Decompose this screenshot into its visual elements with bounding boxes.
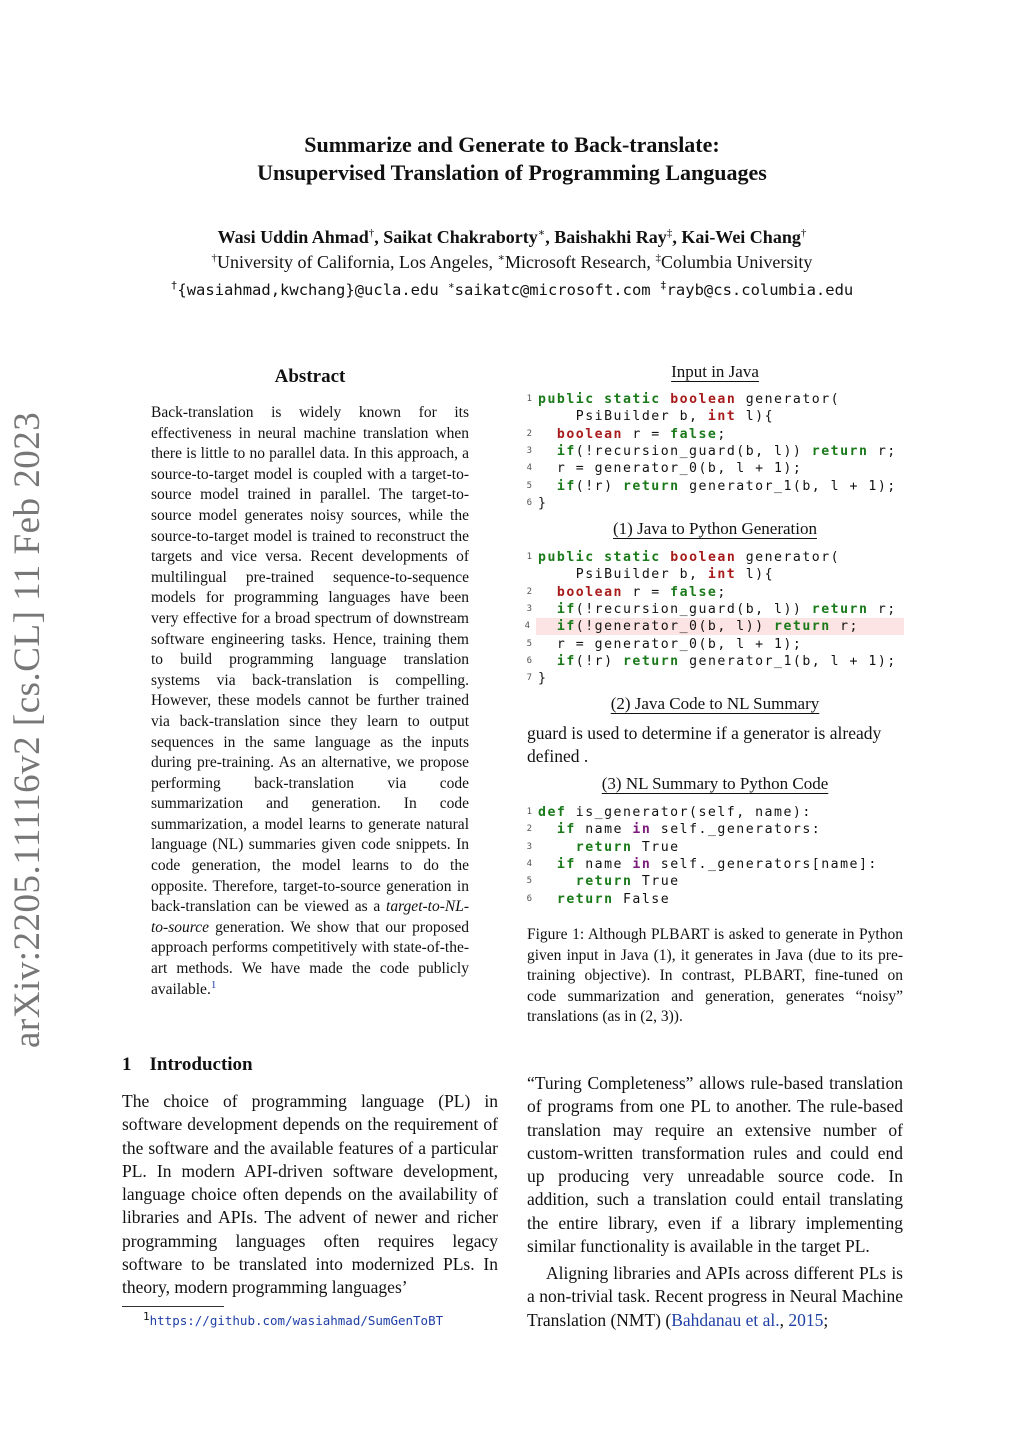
code-token: False [613, 891, 671, 907]
code-token: r = [622, 584, 671, 600]
affiliation-mark: ‡ [655, 252, 661, 264]
code-line [526, 839, 680, 856]
code-token: return [811, 443, 869, 459]
code-line [526, 460, 803, 477]
code-token [538, 585, 557, 600]
code-token [538, 479, 557, 494]
affiliation: Microsoft Research, [504, 252, 651, 272]
code-token: false [670, 584, 718, 600]
line-number: 2 [526, 824, 532, 835]
code-token [661, 392, 670, 407]
affiliation: Columbia University [660, 252, 813, 272]
code-token: if [556, 478, 576, 494]
code-token: (!generator_0(b, l)) [575, 619, 775, 635]
code-token: } [538, 495, 548, 511]
author-mark: ‡ [666, 227, 673, 239]
affiliation-mark: ∗ [497, 252, 505, 264]
code-token: return [774, 619, 831, 635]
code-token: name [575, 856, 633, 872]
line-number: 6 [526, 655, 532, 666]
line-number: 5 [526, 480, 532, 491]
code-token: if [556, 856, 576, 872]
code-line [526, 601, 897, 618]
paragraph-end: ; [823, 1309, 829, 1330]
author-mark: ∗ [537, 227, 546, 239]
footnote-ref[interactable]: 1 [210, 978, 217, 991]
affiliation: University of California, Los Angeles, [217, 252, 493, 272]
code-line [526, 873, 680, 890]
code-token: if [556, 653, 576, 669]
code-block-generated [524, 549, 904, 689]
code-token [538, 892, 557, 907]
code-token: name [575, 822, 633, 838]
code-token: r = generator_0(b, l + 1); [538, 636, 803, 652]
line-number: 1 [526, 552, 532, 562]
code-token: ; [717, 584, 727, 600]
citation-year-link[interactable]: 2015 [788, 1309, 824, 1330]
paragraph-text: Aligning libraries and APIs across different PLs is a non-trivial task. Recent progress in Neural Machine Translation (NMT) ( [527, 1263, 903, 1330]
code-line [538, 408, 774, 425]
code-token: is_generator(self, name): [566, 805, 812, 820]
code-token [538, 874, 576, 889]
code-token: boolean [670, 392, 737, 407]
author-list: Wasi Uddin Ahmad†, Saikat Chakraborty∗, Baishakhi Ray‡, Kai-Wei Chang† [217, 227, 807, 247]
code-line [524, 618, 904, 635]
line-number: 1 [526, 394, 532, 404]
code-token: return [575, 839, 633, 855]
code-token: return [811, 601, 869, 617]
code-token: return [556, 891, 614, 907]
code-token: ; [717, 426, 727, 442]
code-token: return [622, 478, 680, 494]
code-block-java-input [526, 391, 904, 511]
code-token: if [556, 443, 576, 459]
footnote-url-link[interactable]: https://github.com/wasiahmad/SumGenToBT [149, 1313, 444, 1328]
code-line [526, 670, 548, 687]
section-heading [122, 1054, 253, 1076]
line-number: 3 [526, 603, 532, 614]
code-token: if [556, 601, 576, 617]
email-mark: ‡ [659, 278, 667, 292]
code-token: PsiBuilder b, [538, 409, 708, 425]
paper-title-line-1: Summarize and Generate to Back-translate: [304, 132, 720, 157]
code-token: generator( [736, 550, 841, 565]
code-token [538, 619, 557, 634]
code-token: false [670, 426, 718, 442]
abstract-body: Back-translation is widely known for its effectiveness in neural machine translation when there is little to no parallel data. In this approach, a source-to-target model is coupled with a target-to-source model trained in parallel. The target-to-source model generates noisy sources, while the source-to-target model is trained to reconstruct the targets and vice versa. Recent developments of multilingual pre-trained sequence-to-sequence models for programming languages have been very effective for a broad spectrum of downstream software engineering tasks. Hence, training them to build programming language translation systems via back-translation is compelling. However, these models cannot be further trained via back-translation since they learn to output sequences in the same language as the inputs during pre-training. As an alternative, we propose performing back-translation via code summarization and generation. In code summarization, a model learns to generate natural language (NL) summaries given code snippets. In code generation, the model learns to do the opposite. Therefore, target-to-source generation in back-translation can be viewed as a [151, 404, 469, 916]
code-line [526, 495, 548, 512]
code-token: (!recursion_guard(b, l)) [575, 443, 812, 459]
code-token [538, 444, 557, 459]
line-number: 2 [526, 428, 532, 439]
code-token [538, 602, 557, 617]
line-number: 4 [524, 621, 530, 632]
code-line [526, 856, 878, 873]
email[interactable]: rayb@cs.columbia.edu [666, 281, 854, 299]
code-token: if [556, 619, 576, 635]
code-line [526, 636, 803, 653]
abstract-body-end: generation. We show that our proposed approach performs competitively with state-of-the-art methods. We have made the code publicly available. [151, 918, 469, 998]
code-token: r = generator_0(b, l + 1); [538, 461, 803, 477]
code-token: r; [830, 619, 859, 635]
line-number: 4 [526, 858, 532, 869]
code-token [538, 654, 557, 669]
section-title: Introduction [149, 1054, 253, 1075]
cite-separator: , [779, 1309, 789, 1330]
code-line [526, 549, 841, 566]
author-name: Kai-Wei Chang [681, 227, 801, 247]
code-token: generator_1(b, l + 1); [679, 653, 897, 669]
intro-paragraph-2: “Turing Completeness” allows rule-based translation of programs from one PL to another. The rule-based translation may require an extensive number of custom-written transformation rules and could end up producing very unreadable source code. In addition, such a translation could entail translating the entire library, even if a library implementing similar functionality is available in the target PL. [527, 1073, 903, 1257]
email-mark: ∗ [448, 278, 455, 292]
code-line [526, 443, 897, 460]
code-token: PsiBuilder b, [538, 567, 708, 583]
code-token [595, 550, 604, 565]
affiliation-list [0, 250, 1024, 274]
code-token: in [632, 856, 652, 872]
citation-link[interactable]: Bahdanau et al. [671, 1309, 780, 1330]
footnote-divider [122, 1306, 224, 1307]
code-line [526, 584, 727, 601]
email[interactable]: saikatc@microsoft.com [454, 281, 651, 299]
abstract-text [151, 403, 469, 1000]
nl-summary-text: guard is used to determine if a generator is already defined . [527, 723, 882, 767]
code-line [538, 566, 774, 583]
code-line [526, 804, 812, 821]
code-token: self._generators: [651, 822, 822, 838]
code-token [538, 857, 557, 872]
footnote-mark: 1 [143, 1309, 150, 1323]
author-name: Saikat Chakraborty [383, 227, 538, 247]
code-token: boolean [556, 426, 623, 442]
figure-caption: Figure 1: Although PLBART is asked to generate in Python given input in Java (1), it generates in Java (due to its pre-training objective). In contrast, PLBART, fine-tuned on code summarization and generation, generates “noisy” translations (as in (2, 3)). [527, 926, 903, 1026]
abstract-italic: target-to-NL-to-source [151, 898, 469, 936]
intro-paragraph-3 [527, 1262, 903, 1332]
paper-title-line-2: Unsupervised Translation of Programming Languages [257, 160, 767, 185]
code-token: (!recursion_guard(b, l)) [575, 601, 812, 617]
arxiv-stamp: arXiv:2205.11116v2 [cs.CL] 11 Feb 2023 [7, 411, 48, 1048]
code-token: int [707, 409, 737, 425]
figure-label-java-to-nl: (2) Java Code to NL Summary [610, 694, 820, 713]
code-token: generator( [736, 392, 841, 407]
code-token: self._generators[name]: [651, 856, 878, 872]
code-line [526, 891, 671, 908]
affiliation-mark: † [211, 252, 218, 264]
author-name: Wasi Uddin Ahmad [217, 227, 369, 247]
code-token: (!r) [575, 478, 623, 494]
line-number: 7 [526, 673, 532, 684]
line-number: 5 [526, 876, 532, 887]
author-name: Baishakhi Ray [554, 227, 667, 247]
code-token [538, 427, 557, 442]
code-token: def [538, 805, 567, 820]
code-token [538, 840, 576, 855]
email-list [0, 278, 1024, 302]
intro-paragraph-1: The choice of programming language (PL) in software development depends on the requirement of the software and the available features of a particular PL. In modern API-driven software development, language choice often depends on the availability of libraries and APIs. The advent of newer and richer programming languages often requires legacy software to be translated into modernized PLs. In theory, modern programming languages’ [122, 1091, 498, 1298]
code-token: in [632, 822, 652, 838]
code-token: public [538, 392, 595, 407]
line-number: 4 [526, 463, 532, 474]
code-token: int [707, 567, 737, 583]
code-token: generator_1(b, l + 1); [679, 478, 897, 494]
code-token: return [575, 874, 633, 890]
code-token: (!r) [575, 653, 623, 669]
code-token: r = [622, 426, 671, 442]
figure-label-nl-to-python: (3) NL Summary to Python Code [601, 774, 829, 793]
code-line [526, 821, 822, 838]
author-mark: † [368, 227, 375, 239]
code-token: l){ [736, 409, 775, 425]
figure-label-input: Input in Java [671, 362, 759, 381]
line-number: 2 [526, 586, 532, 597]
code-token: boolean [556, 584, 623, 600]
author-mark: † [800, 227, 807, 239]
code-line [526, 391, 841, 408]
line-number: 3 [526, 841, 532, 852]
code-token: static [604, 392, 661, 407]
code-token [661, 550, 670, 565]
code-line [526, 426, 727, 443]
code-token [538, 822, 557, 837]
line-number: 5 [526, 638, 532, 649]
email[interactable]: {wasiahmad,kwchang}@ucla.edu [177, 281, 439, 299]
footnote [143, 1309, 444, 1328]
line-number: 6 [526, 497, 532, 508]
code-line [526, 653, 897, 670]
line-number: 6 [526, 893, 532, 904]
email-mark: † [170, 278, 178, 292]
code-token: return [622, 653, 680, 669]
code-token: if [556, 822, 576, 838]
code-block-python [526, 804, 904, 910]
code-token [595, 392, 604, 407]
code-token: r; [868, 601, 897, 617]
line-number: 1 [526, 807, 532, 817]
line-number: 3 [526, 445, 532, 456]
code-token: True [632, 874, 680, 890]
code-token: } [538, 671, 548, 687]
code-token: r; [868, 443, 897, 459]
abstract-heading: Abstract [274, 366, 346, 387]
code-token: boolean [670, 550, 737, 565]
code-token: True [632, 839, 680, 855]
code-token: l){ [736, 567, 775, 583]
code-token: static [604, 550, 661, 565]
figure-label-java-to-python: (1) Java to Python Generation [613, 519, 817, 538]
code-line [526, 478, 897, 495]
section-number: 1 [122, 1054, 132, 1075]
code-token: public [538, 550, 595, 565]
